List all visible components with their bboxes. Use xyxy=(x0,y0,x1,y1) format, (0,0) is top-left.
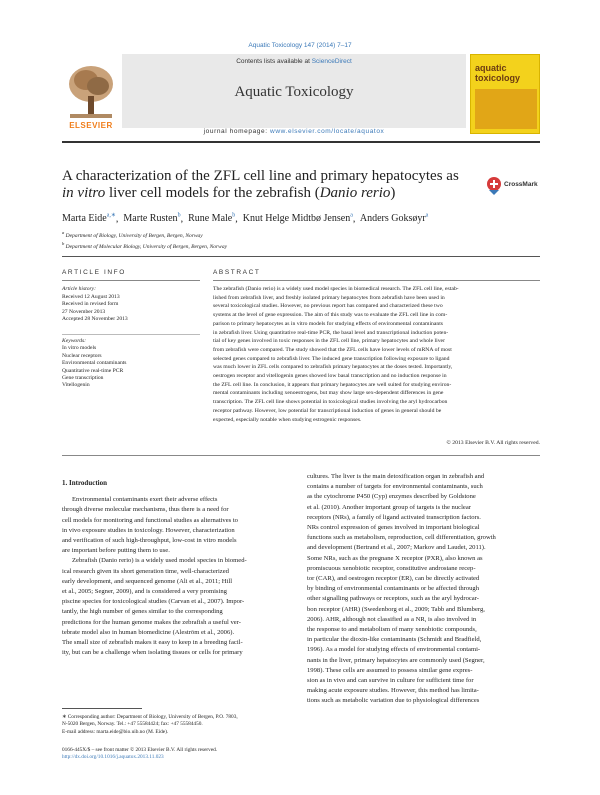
keyword: Quantitative real-time PCR xyxy=(62,367,124,374)
abstract-line: the ZFL cell line. In conclusion, it appears that primary hepatocytes are well suited for studying environ- xyxy=(213,381,452,388)
body-line: bon receptor (AHR) (Swedenborg et al., 2009; Tabb and Blumberg, xyxy=(307,605,485,613)
body-line: NRs control expression of genes involved in important biological xyxy=(307,524,480,532)
abstract-rule xyxy=(213,280,540,281)
body-line: 1996). As a model for studying effects of environmental contami- xyxy=(307,646,481,654)
body-line: promiscuous xenobiotic receptor, constitutive androstane recep- xyxy=(307,564,476,572)
doi-link[interactable]: http://dx.doi.org/10.1016/j.aquatox.2013.11.023 xyxy=(62,754,164,761)
body-line: by binding of environmental contaminants or be affected through xyxy=(307,585,480,593)
author-list: Marta Eide$^{a,∗}$, Marte Rusten$^b$, Rune Male$^b$, Knut Helge Midtbø Jensen$^a$, Anders Goksøyr$^a$ xyxy=(62,213,429,225)
body-line: early development, and sequenced genome (Ali et al., 2011; Hill xyxy=(62,577,233,585)
article-info-rule xyxy=(62,280,200,281)
history-item: 27 November 2013 xyxy=(62,308,106,315)
keywords-label: Keywords: xyxy=(62,338,87,344)
title-species: Danio rerio xyxy=(319,185,391,201)
history-label: Article history: xyxy=(62,286,97,292)
abstract-line: tial of key genes involved in toxic responses in the ZFL cell line, primary hepatocytes and whole liver xyxy=(213,338,445,345)
body-line: tions such as metabolic variation due to physiological differences xyxy=(307,697,480,705)
footnote-line: N-5020 Bergen, Norway. Tel.: +47 55584424; fax: +47 55584450. xyxy=(62,721,203,728)
abstract-line: The zebrafish (Danio rerio) is a widely used model species in biomedical research. The ZFL cell line, estab- xyxy=(213,286,459,292)
author[interactable]: Rune Male$^b$ xyxy=(188,213,236,225)
abstract-line: receptor pathway. However, low potential for transcriptional induction of genes in general should be xyxy=(213,407,442,414)
article-history xyxy=(62,286,200,324)
abstract-line: from zebrafish were compared. The study showed that the ZFL cells have lower levels of mRNA of most xyxy=(213,346,452,353)
abstract-line: in zebrafish liver. Using quantitative real-time PCR, the basal level and transcriptional induction poten- xyxy=(213,329,449,336)
history-item: Received 12 August 2013 xyxy=(62,293,120,300)
body-line: in vivo exposure studies in toxicology. However, characterization xyxy=(62,526,235,534)
body-line: The small size of zebrafish makes it easy to keep in a breeding facil- xyxy=(62,639,243,647)
abstract-line: transcription. The ZFL cell line shows potential in toxicological studies involving the aryl hydrocarbon xyxy=(213,399,448,406)
body-line: Some NRs, such as the pregnane X receptor (PXR), also known as xyxy=(307,554,483,562)
body-line: are important before putting them to use. xyxy=(62,547,170,555)
history-item: Accepted 28 November 2013 xyxy=(62,316,128,322)
contents-prefix: Contents lists available at xyxy=(236,58,312,65)
body-line: Zebrafish (Danio rerio) is a widely used model species in biomed- xyxy=(72,557,247,565)
running-head: Aquatic Toxicology 147 (2014) 7–17 xyxy=(248,42,352,49)
body-line: Environmental contaminants exert their adverse effects xyxy=(72,496,218,504)
cover-image-block xyxy=(475,89,537,129)
body-line: et al., 2005; Segner, 2009), and is considered a very promising xyxy=(62,588,227,596)
author[interactable]: Marta Eide$^{a,∗}$ xyxy=(62,213,116,225)
keyword: Environmental contaminants xyxy=(62,360,127,367)
abstract-line: expected, especially notable when studying estrogenic responses. xyxy=(213,416,362,423)
keyword: Vitellogenin xyxy=(62,382,90,389)
title-close: ) xyxy=(390,185,396,201)
affiliation: $^b$ Department of Molecular Biology, University of Bergen, Bergen, Norway xyxy=(62,240,228,250)
journal-title: Aquatic Toxicology xyxy=(234,84,354,100)
body-line: 1998). These cells are assumed to possess similar gene expres- xyxy=(307,666,473,674)
abstract-line: parison to primary hepatocytes as in vitro models for studying effects of environmental contaminants xyxy=(213,320,444,327)
body-line: nants in the liver, primary hepatocytes are commonly used (Segner, xyxy=(307,656,485,664)
abstract-divider xyxy=(62,455,540,456)
body-line: functions such as metabolism, reproduction, cell differentiation, growth xyxy=(307,534,496,542)
title-line-2: liver cell models for the zebrafish ( xyxy=(105,185,320,201)
keywords xyxy=(62,338,200,390)
journal-cover-thumbnail xyxy=(470,54,540,134)
body-line: predictions for the human genome makes the zebrafish a useful ver- xyxy=(62,618,241,626)
abstract-body xyxy=(213,285,540,424)
title-line-1: A characterization of the ZFL cell line and primary hepatocytes as xyxy=(62,168,459,184)
issn-block xyxy=(62,747,295,762)
body-line: cultures. The liver is the main detoxification organ in zebrafish and xyxy=(307,473,485,480)
body-line: tor (CAR), and oestrogen receptor (ER), can be directly activated xyxy=(307,575,480,583)
keyword: In vitro models xyxy=(62,345,97,352)
footnote-email[interactable]: E-mail address: marta.eide@bio.uib.no (M. Eide). xyxy=(62,728,169,735)
abstract-line: systems at the level of gene expression. The aim of this study was to evaluate the ZFL cell line in com- xyxy=(213,312,448,319)
abstract-line: several toxicological studies. However, no previous report has compared and characterized these two xyxy=(213,303,443,310)
body-line: ical research given its short generation time, well-characterized xyxy=(62,567,229,575)
abstract-copyright: © 2013 Elsevier B.V. All rights reserved. xyxy=(446,440,540,446)
body-line: and development (Bertrand et al., 2007; Markov and Laudet, 2011). xyxy=(307,544,486,552)
body-line: sion as in vivo and can survive in culture for sufficient time for xyxy=(307,677,474,685)
body-line: ity, but can be a challenge when isolating tissues or cells for primary xyxy=(62,649,243,657)
body-line: piscine species for toxicological studies (Carvan et al., 2007). Impor- xyxy=(62,598,245,606)
body-line: the response to and metabolism of many xenobiotic compounds, xyxy=(307,626,477,634)
body-line: other signalling pathways or receptors, such as the aryl hydrocar- xyxy=(307,595,479,603)
journal-masthead xyxy=(62,54,540,138)
body-line: tebrate model also in human biomedicine (Alestrōm et al., 2006). xyxy=(62,628,235,636)
corresponding-author-footnote xyxy=(62,714,295,736)
masthead-divider xyxy=(62,141,540,143)
crossmark-label: CrossMark xyxy=(504,181,538,188)
body-line: through diverse molecular mechanisms, thus there is a need for xyxy=(62,506,229,514)
abstract-line: mental contaminants including xenoestrogens, but may show large sex-dependent differences in gene xyxy=(213,390,444,397)
body-line: receptors (NRs), a family of ligand activated transcription factors. xyxy=(307,513,481,521)
title-italic-term: in vitro xyxy=(62,185,106,201)
body-line: et al. (2010). Another important group of targets is the nuclear xyxy=(307,503,471,511)
author[interactable]: Marte Rusten$^b$ xyxy=(123,213,181,225)
footnote-line: ∗ Corresponding author: Department of Biology, University of Bergen, P.O. 7803, xyxy=(62,714,238,720)
homepage-url-link[interactable]: www.elsevier.com/locate/aquatox xyxy=(270,128,385,135)
elsevier-tree-logo-icon xyxy=(62,56,120,128)
issn-line: 0166-445X/$ – see front matter © 2013 Elsevier B.V. All rights reserved. xyxy=(62,747,218,753)
footnote-rule xyxy=(62,708,142,709)
body-line: 2006). AHR, although not classified as a NR, is also involved in xyxy=(307,615,477,623)
keyword: Nuclear receptors xyxy=(62,352,102,359)
author[interactable]: Anders Goksøyr$^a$ xyxy=(359,213,429,225)
body-line: cell models for monitoring and functional studies as alternatives to xyxy=(62,516,238,524)
contents-line xyxy=(122,58,466,65)
abstract-line: lished from zebrafish liver, and freshly isolated primary hepatocytes from zebrafish have been used in xyxy=(213,294,445,301)
abstract-line: oestrogen receptor and vitellogenin genes showed low basal transcription and no induction response in xyxy=(213,373,447,380)
body-column-left xyxy=(62,478,295,658)
body-column-right xyxy=(307,472,540,707)
body-line: and verification of such high-throughput, low-cost in vitro models xyxy=(62,537,237,545)
publisher-name: ELSEVIER xyxy=(69,121,113,130)
affiliation: $^a$ Department of Biology, University of Bergen, Bergen, Norway xyxy=(62,230,203,239)
cover-title: aquatic toxicology xyxy=(475,63,521,83)
abstract-line: was much lower in ZFL cells compared to zebrafish primary hepatocytes at the doses tested. Importantly, xyxy=(213,364,453,371)
crossmark-badge[interactable] xyxy=(486,174,540,198)
keyword: Gene transcription xyxy=(62,375,104,382)
article-info-heading: ARTICLE INFO xyxy=(62,269,126,276)
history-item: Received in revised form xyxy=(62,301,119,307)
section-heading: 1. Introduction xyxy=(62,479,107,487)
author[interactable]: Knut Helge Midtbø Jensen$^a$ xyxy=(242,213,353,225)
body-line: making acute exposure studies. However, this method has limita- xyxy=(307,687,479,695)
body-line: contains a number of targets for environmental contaminants, such xyxy=(307,483,483,491)
header-divider xyxy=(62,256,540,257)
abstract-line: selected genes compared to zebrafish liver. The induced gene transcription following exposure to ligand xyxy=(213,355,450,362)
homepage-label: journal homepage: xyxy=(203,128,271,135)
sciencedirect-link[interactable]: ScienceDirect xyxy=(311,58,352,65)
keywords-rule xyxy=(62,334,200,335)
body-line: in particular the dioxin-like contaminants (Schmidt and Bradfield, xyxy=(307,636,482,644)
body-line: as the cytochrome P450 (Cyp) enzymes described by Goldstone xyxy=(307,493,476,501)
affiliations xyxy=(62,229,540,251)
journal-homepage xyxy=(122,128,466,135)
abstract-heading: ABSTRACT xyxy=(213,269,261,276)
body-line: tantly, the high number of genes similar to the corresponding xyxy=(62,608,223,616)
article-title xyxy=(62,168,462,202)
crossmark-icon xyxy=(486,176,502,196)
